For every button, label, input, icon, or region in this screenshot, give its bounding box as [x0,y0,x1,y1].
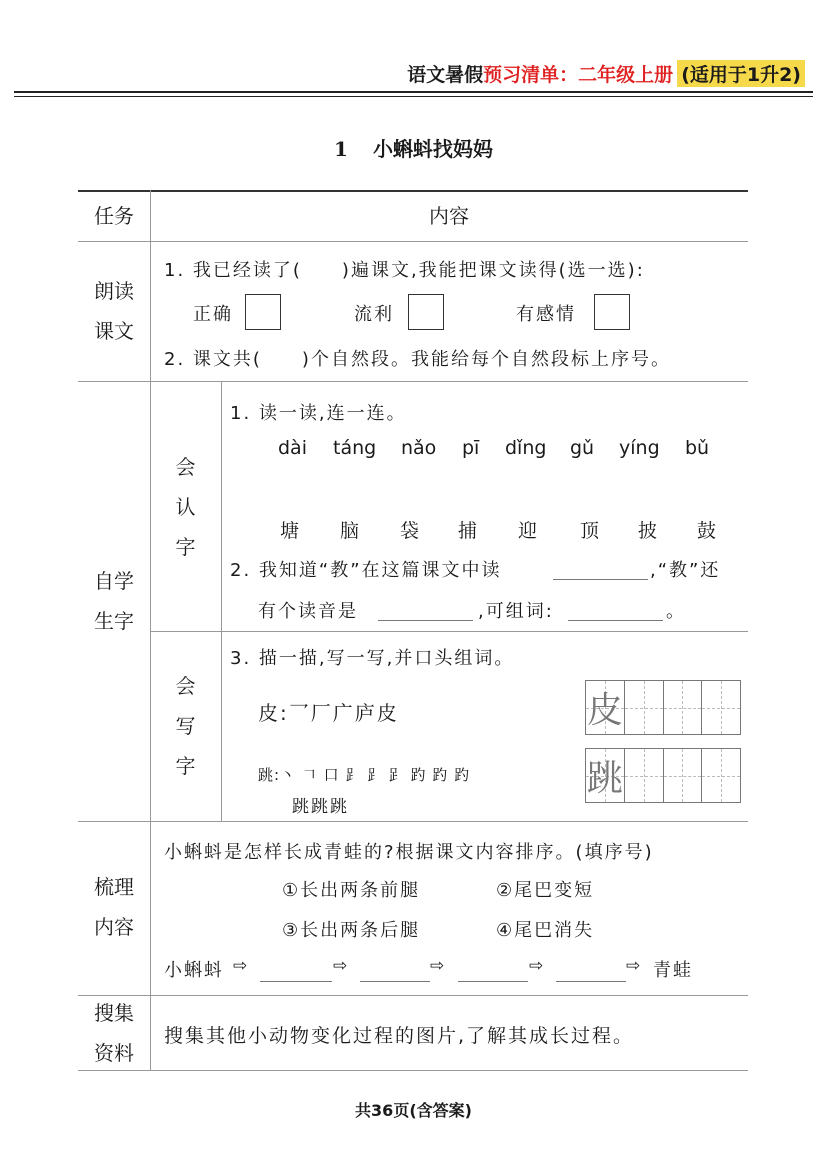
recog-q2-b: ,“教”还 [650,560,721,581]
sort-option-4: ④尾巴消失 [496,920,595,941]
writing-grid-tiao[interactable] [585,748,741,803]
table-row-rule [78,995,748,996]
sort-arrow: ⇨ [529,956,544,976]
tiao-strokes: 跳:丶 𠃍 口 ⻊ ⻊ 𧾷 趵 趵 趵 [258,766,471,784]
blank-line[interactable] [556,981,626,982]
write-label-1: 会 [175,674,196,698]
page-header [407,58,805,88]
collect-label-1: 搜集 [94,1001,134,1025]
read-line-1: 1. 我已经读了( )遍课文,我能把课文读得(选一选): [164,260,645,281]
pinyin-item: dài [278,437,307,459]
sort-arrow: ⇨ [430,956,445,976]
blank-line[interactable] [378,620,473,621]
pinyin-item: dǐng [505,437,547,459]
sort-option-3: ③长出两条后腿 [282,920,421,941]
col-head-content: 内容 [429,204,469,228]
pinyin-item: nǎo [401,437,437,459]
sort-label-2: 内容 [94,915,134,939]
sort-end: 青蛙 [653,960,693,981]
sort-question: 小蝌蚪是怎样长成青蛙的?根据课文内容排序。(填序号) [164,842,654,863]
hanzi-item: 顶 [580,520,600,542]
write-q3: 3. 描一描,写一写,并口头组词。 [230,648,515,669]
table-bottom-rule [78,1070,748,1071]
blank-line[interactable] [458,981,528,982]
table-row-rule [78,821,748,822]
page-footer: 共36页(含答案) [355,1101,472,1120]
self-label-2: 生字 [94,609,134,633]
write-label-3: 字 [175,754,196,778]
pinyin-item: táng [333,437,377,459]
sort-label-1: 梳理 [94,875,134,899]
pinyin-item: gǔ [570,437,595,459]
table-row-rule [150,631,748,632]
col-head-task: 任务 [94,204,134,228]
hanzi-item: 鼓 [697,520,717,542]
pinyin-item: pī [462,437,480,459]
lesson-title-text: 小蝌蚪找妈妈 [372,137,493,161]
model-char-pi: 皮 [586,690,623,731]
collect-label-2: 资料 [94,1041,134,1065]
hanzi-item: 披 [638,520,658,542]
table-row-rule [78,381,748,382]
read-option-fluent: 流利 [354,304,394,325]
hanzi-item: 袋 [400,520,420,542]
sort-arrow: ⇨ [626,956,641,976]
header-part1: 语文暑假 [407,63,484,86]
sort-option-1: ①长出两条前腿 [282,880,421,901]
table-col-rule [150,190,151,1070]
self-label-1: 自学 [94,569,134,593]
read-line-2: 2. 课文共( )个自然段。我能给每个自然段标上序号。 [164,349,671,370]
header-part3: (适用于1升2) [677,60,805,87]
header-part2: 预习清单：二年级上册 [483,63,674,86]
pi-strokes: 皮:乛厂广庐皮 [258,701,399,725]
pinyin-item: bǔ [685,437,710,459]
recog-label-2: 认 [175,495,196,519]
lesson-number: 1 [334,137,348,161]
recog-q2-e: 。 [666,601,686,622]
sort-option-2: ②尾巴变短 [496,880,595,901]
blank-line[interactable] [553,579,648,580]
sort-arrow: ⇨ [233,956,248,976]
recog-label-1: 会 [175,455,196,479]
writing-grid-pi[interactable] [585,680,741,735]
recog-q2-c: 有个读音是 [258,601,358,622]
blank-line[interactable] [260,981,332,982]
read-label-1: 朗读 [94,279,134,303]
pinyin-item: yíng [619,437,660,459]
checkbox-emotion[interactable] [594,294,630,330]
collect-text: 搜集其他小动物变化过程的图片,了解其成长过程。 [164,1025,635,1047]
lesson-title [0,133,827,162]
table-row-rule [78,241,748,242]
write-label-2: 写 [175,714,196,738]
read-option-correct: 正确 [193,304,233,325]
recog-q1: 1. 读一读,连一连。 [230,403,407,424]
table-subcol-rule [221,381,222,821]
sort-start: 小蝌蚪 [164,960,224,981]
sort-arrow: ⇨ [333,956,348,976]
checkbox-correct[interactable] [245,294,281,330]
hanzi-item: 脑 [340,520,360,542]
tiao-strokes-2: 跳跳跳 [292,797,349,817]
hanzi-item: 迎 [518,520,538,542]
recog-q2-d: ,可组词: [478,601,554,622]
checkbox-fluent[interactable] [408,294,444,330]
recog-label-3: 字 [175,535,196,559]
hanzi-item: 捕 [458,520,478,542]
hanzi-item: 塘 [280,520,300,542]
header-rule-thick [14,91,813,93]
read-label-2: 课文 [94,319,134,343]
recog-q2-a: 2. 我知道“教”在这篇课文中读 [230,560,502,581]
blank-line[interactable] [360,981,430,982]
read-option-emotion: 有感情 [516,304,576,325]
blank-line[interactable] [568,620,663,621]
header-rule-thin [14,96,813,97]
table-top-rule [78,190,748,192]
model-char-tiao: 跳 [586,758,623,799]
